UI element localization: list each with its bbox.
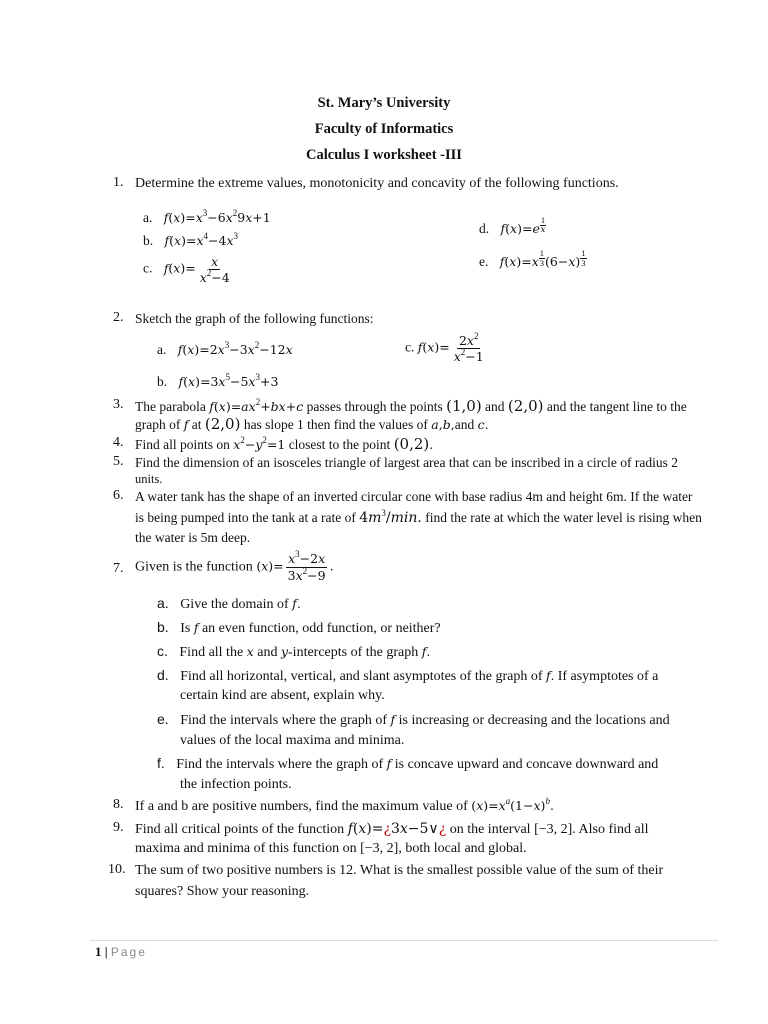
q1d-label: d. (479, 221, 490, 236)
q2c-label: c. (405, 339, 415, 355)
q7e: e. Find the intervals where the graph of f is increasing or decreasing and the locations and (157, 711, 670, 728)
q6-line1: A water tank has the shape of an inverted circular cone with base radius 4m and height 6m. If the water (135, 489, 693, 504)
footer-separator: | (104, 944, 108, 959)
q6-line2: is being pumped into the tank at a rate of $4m^3/\min$. find the rate at which the water level is rising when (135, 508, 702, 526)
q1a: a. $f(x)=x^3-6x^29x+1$ (143, 208, 271, 225)
page-number: 1 (95, 944, 102, 959)
q2b-label: b. (157, 374, 168, 389)
q3-number: 3. (113, 397, 124, 412)
q1b: b. $f(x)=x^4-4x^3$ (143, 231, 239, 248)
q7f: f. Find the intervals where the graph of f is concave upward and concave downward and (157, 755, 659, 772)
q1a-label: a. (143, 210, 153, 225)
q7d: d. Find all horizontal, vertical, and slant asymptotes of the graph of f. If asymptotes of a (157, 667, 659, 684)
q6-line3: the water is 5m deep. (135, 530, 251, 545)
q6-number: 6. (113, 488, 124, 503)
q1e-label: e. (479, 254, 489, 269)
q1-text: Determine the extreme values, monotonicity and concavity of the following functions. (135, 176, 619, 191)
q2a: a. $f(x)=2x^3-3x^2-12x$ (157, 340, 293, 357)
q10-line1: The sum of two positive numbers is 12. What is the smallest possible value of the sum of their (135, 863, 664, 878)
q5-text-cont: units. (135, 472, 163, 486)
q8-text: If a and b are positive numbers, find the maximum value of $(x)=x^a(1-x)^b$. (135, 796, 554, 814)
q7-text: Given is the function (x)= $\frac{x^3-2x}{3x^2-9}$ . (135, 549, 334, 583)
q1c-label: c. (143, 260, 153, 276)
q2c: c. f(x)= $\frac{2x^2}{x^2-1}$ (405, 331, 484, 364)
q4-text: Find all points on $x^2-y^2=1$ closest to the point (0,2). (135, 435, 434, 453)
page-footer (95, 944, 147, 960)
q3-line1: The parabola $f(x)=ax^2+bx+c$ passes through the points (1,0) and (2,0) and the tangent line to the (135, 397, 687, 415)
q7b: b. Is f an even function, odd function, or neither? (157, 619, 441, 636)
university-name: St. Mary’s University (317, 95, 451, 111)
q7d-cont: certain kind are absent, explain why. (180, 688, 385, 703)
q1b-label: b. (143, 233, 154, 248)
q5-number: 5. (113, 454, 124, 469)
q3-line2: graph of f at (2,0) has slope 1 then find the values of a,b,and c. (135, 415, 489, 433)
q5-text: Find the dimension of an isosceles triangle of largest area that can be inscribed in a circle of radius 2 (135, 455, 678, 470)
q9-line2: maxima and minima of this function on [−3, 2], both local and global. (135, 841, 527, 856)
q4-number: 4. (113, 435, 124, 450)
q2-number: 2. (113, 310, 124, 325)
q2a-label: a. (157, 342, 167, 357)
q2-text: Sketch the graph of the following functions: (135, 311, 374, 326)
q8-number: 8. (113, 797, 124, 812)
q1d: d. f(x)=e $\frac{1}{x}$ (479, 215, 546, 236)
page-label: Page (110, 945, 147, 959)
q7-number: 7. (113, 561, 124, 576)
q7e-cont: values of the local maxima and minima. (180, 733, 405, 748)
faculty-name: Faculty of Informatics (314, 121, 454, 137)
q9-line1: Find all critical points of the function f(x)=¿3x−5∨¿ on the interval [−3, 2]. Also find all (135, 821, 649, 837)
q7a: a. Give the domain of f. (157, 595, 301, 612)
q1c: c. f(x)= $\frac{x}{x^2-4}$ (143, 254, 230, 285)
q9-number: 9. (113, 820, 124, 835)
q7f-cont: the infection points. (180, 777, 292, 792)
q1-number: 1. (113, 175, 124, 190)
q2b: b. $f(x)=3x^5-5x^3+3$ (157, 372, 279, 389)
q10-number: 10. (108, 862, 126, 877)
q10-line2: squares? Show your reasoning. (135, 884, 310, 899)
worksheet-title: Calculus I worksheet -III (306, 147, 462, 163)
footer-divider (90, 940, 718, 941)
q7c: c. Find all the x and y-intercepts of the graph f. (157, 643, 431, 660)
q1e: e. f(x)=x $\frac{1}{3}$ (6−x) $\frac{1}{3}$ (479, 248, 586, 269)
